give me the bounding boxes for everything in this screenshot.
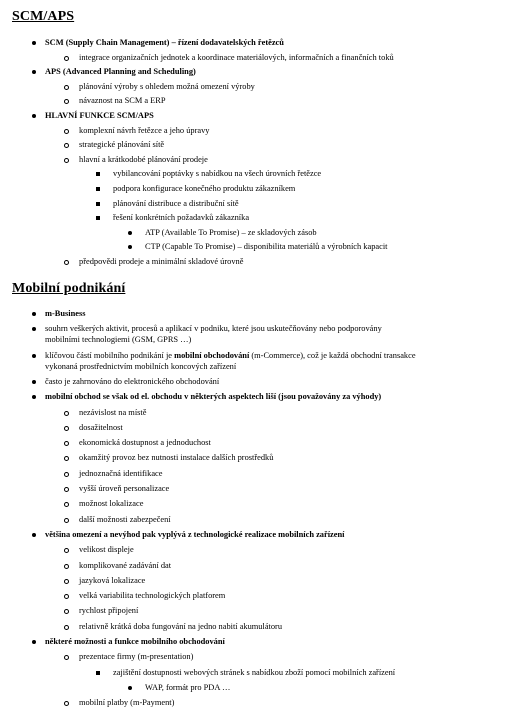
list-item-text: některé možnosti a funkce mobilního obchodování [45,637,225,646]
list-item [45,67,196,77]
bullet-level-2-icon [64,625,69,630]
list-item-continuation: mobilními technologiemi (GSM, GPRS …) [45,335,192,345]
bullet-level-2-icon [64,56,69,61]
list-item [79,155,208,165]
list-item [79,591,225,601]
list-item-text: návaznost na SCM a ERP [79,96,166,106]
list-item [79,53,394,63]
bullet-level-2-icon [64,456,69,461]
list-item [45,324,382,334]
list-item-text: většina omezení a nevýhod pak vyplývá z technologické realizace mobilních zařízení [45,529,345,539]
list-item [79,438,211,448]
list-item [79,140,164,150]
bullet-level-2-icon [64,99,69,104]
list-item [79,576,145,586]
list-item [79,423,123,433]
bullet-level-2-icon [64,441,69,446]
list-item-text: rychlost připojení [79,606,139,616]
list-item-text: integrace organizačních jednotek a koordinace materiálových, informačních a finančních toků [79,52,394,62]
list-item [79,408,146,418]
bullet-level-1-icon [32,640,36,644]
list-item-text: nezávislost na místě [79,407,147,417]
list-item [79,622,282,632]
list-item-text: jednoznačná identifikace [79,468,163,478]
bullet-level-2-icon [64,129,69,134]
list-item [113,668,395,678]
list-item [45,377,219,387]
list-item [145,242,387,252]
list-item-text: ATP (Available To Promise) – ze skladových zásob [145,227,317,237]
list-item [79,257,243,267]
list-item-text: klíčovou částí mobilního podnikání je [45,350,175,360]
list-item-text: možnost lokalizace [79,499,144,509]
list-item [45,38,284,48]
list-item-text: zajištění dostupnosti webových stránek s nabídkou zboží pomocí mobilních zařízení [113,667,396,677]
list-item-text: řešení konkrétních požadavků zákazníka [113,213,250,223]
list-item-text: jazyková lokalizace [79,575,146,585]
bullet-level-2-icon [64,158,69,163]
bullet-level-2-icon [64,609,69,614]
bullet-level-2-icon [64,564,69,569]
bullet-level-1-icon [32,533,36,537]
list-item [45,351,416,361]
list-item [79,96,166,106]
list-item-text: SCM (Supply Chain Management) – řízení dodavatelských řetězců [45,38,284,47]
list-item [45,530,344,540]
list-item-text: ekonomická dostupnost a jednoduchost [79,438,211,448]
list-item-continuation: vykonaná prostřednictvím mobilních koncových zařízení [45,361,237,371]
bullet-level-2-icon [64,487,69,492]
bullet-level-1-icon [32,41,36,45]
list-item-text: m-Business [45,309,86,318]
list-item-text: dosažitelnost [79,422,123,432]
list-item [79,652,193,662]
list-item [45,392,381,402]
list-item-text: WAP, formát pro PDA … [145,682,231,692]
list-item-text: relativně krátká doba fungování na jedno nabití akumulátoru [79,621,283,631]
bullet-level-2-icon [64,260,69,265]
bullet-level-2-icon [64,143,69,148]
list-item [45,637,225,647]
bullet-level-3-icon [96,216,100,220]
bullet-level-1-icon [32,354,36,358]
bullet-level-1-icon [32,395,36,399]
bullet-level-2-icon [64,701,69,706]
list-item-text: předpovědi prodeje a minimální skladové úrovně [79,257,244,266]
list-item [79,545,134,555]
list-item [79,453,273,463]
bullet-level-2-icon [64,518,69,523]
list-item-bold-text: mobilní obchodování [174,350,250,360]
list-item [113,169,321,179]
list-item-text: vyšší úroveň personalizace [79,484,170,493]
list-item-text: strategické plánování sítě [79,140,165,150]
bullet-level-2-icon [64,594,69,599]
list-item-text: prezentace firmy (m-presentation) [79,652,194,662]
list-item [79,606,138,616]
list-item-text: mobilní obchod se však od el. obchodu v některých aspektech liší (jsou považovány za výhody) [45,392,382,402]
bullet-level-4-icon [128,686,132,690]
list-item-text: souhrn veškerých aktivit, procesů a aplikací v podniku, které jsou uskutečňovány nebo podporovány [45,324,382,334]
list-item [45,309,86,319]
list-item [145,228,317,238]
bullet-level-1-icon [32,380,36,384]
bullet-level-2-icon [64,472,69,477]
list-item-text: HLAVNÍ FUNKCE SCM/APS [45,111,154,120]
list-item [113,184,295,194]
list-item-text: APS (Advanced Planning and Scheduling) [45,67,196,77]
bullet-level-4-icon [128,231,132,235]
list-item-text: velikost displeje [79,545,134,555]
list-item-text: CTP (Capable To Promise) – disponibilita materiálů a výrobních kapacit [145,242,388,252]
list-item-text: hlavní a krátkodobé plánování prodeje [79,154,208,164]
bullet-level-1-icon [32,70,36,74]
section-title-scm-aps: SCM/APS [12,9,75,24]
list-item-text: plánování výroby s ohledem možná omezení výroby [79,81,255,91]
list-item [79,561,171,571]
list-item-text: plánování distribuce a distribuční sítě [113,198,239,208]
list-item [79,515,171,525]
bullet-level-2-icon [64,85,69,90]
list-item-text: mobilní platby (m-Payment) [79,698,175,708]
bullet-level-2-icon [64,502,69,507]
list-item [79,469,162,479]
bullet-level-3-icon [96,187,100,191]
list-item-text: okamžitý provoz bez nutnosti instalace dalších prostředků [79,453,274,463]
list-item [145,683,230,693]
bullet-level-2-icon [64,655,69,660]
list-item-text: další možnosti zabezpečení [79,514,171,524]
list-item-text: podpora konfigurace konečného produktu zákazníkem [113,184,296,193]
bullet-level-3-icon [96,202,100,206]
list-item [79,484,169,494]
list-item-text: často je zahrnováno do elektronického obchodování [45,376,220,386]
list-item-text: komplikované zadávání dat [79,560,172,570]
bullet-level-2-icon [64,411,69,416]
list-item [45,111,154,121]
list-item-text: vybilancování poptávky s nabídkou na všech úrovních řetězce [113,169,322,179]
list-item [113,199,239,209]
bullet-level-1-icon [32,114,36,118]
section-title-mobilni-podnikani: Mobilní podnikání [12,281,126,296]
bullet-level-3-icon [96,172,100,176]
bullet-level-2-icon [64,426,69,431]
list-item [79,499,143,509]
bullet-level-2-icon [64,548,69,553]
list-item-text-tail: (m-Commerce), což je každá obchodní transakce [249,350,416,360]
list-item-text: velká variabilita technologických platforem [79,591,226,601]
bullet-level-2-icon [64,579,69,584]
bullet-level-3-icon [96,671,100,675]
bullet-level-4-icon [128,245,132,249]
list-item [79,82,255,92]
list-item [113,213,249,223]
list-item [79,698,174,708]
list-item-text: komplexní návrh řetězce a jeho úpravy [79,125,210,135]
list-item [79,126,209,136]
bullet-level-1-icon [32,327,36,331]
bullet-level-1-icon [32,312,36,316]
